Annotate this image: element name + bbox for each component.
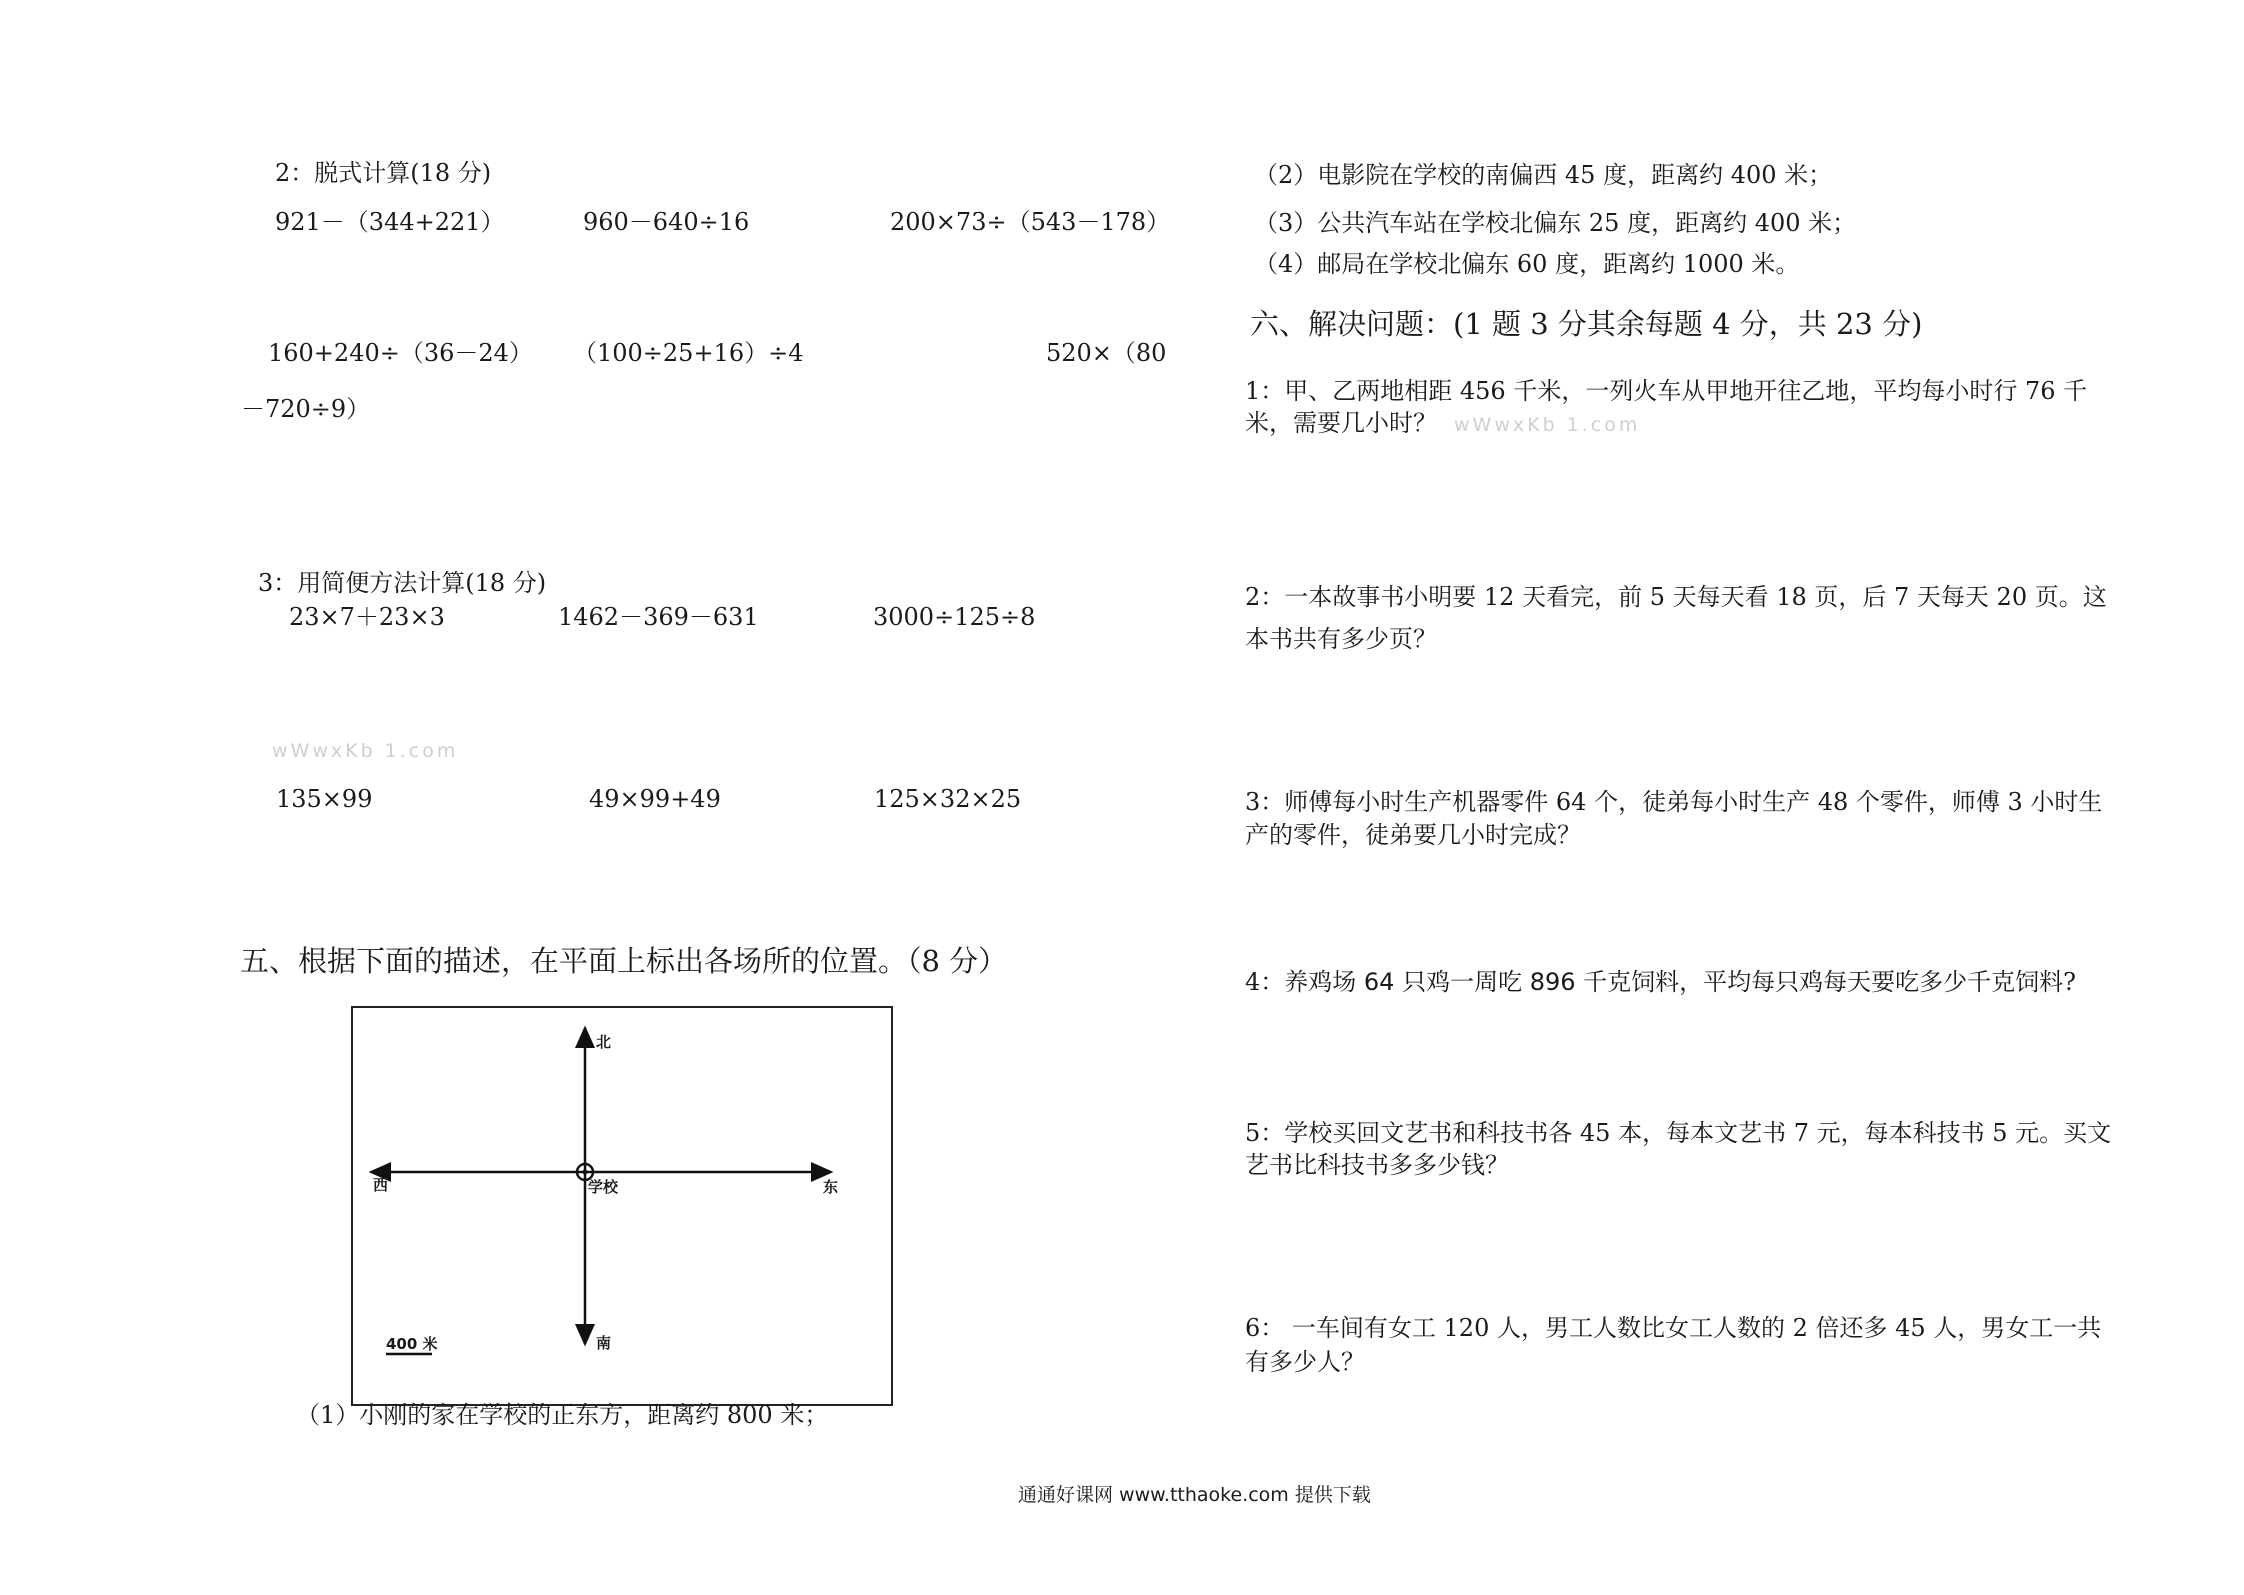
problem-6-line-2: 有多少人？ — [1245, 1348, 1365, 1376]
problem-3-line-2: 产的零件，徒弟要几小时完成？ — [1245, 821, 1581, 849]
map-north-label: 北 — [596, 1033, 612, 1051]
q2-item-2: 960－640÷16 — [583, 208, 750, 236]
location-desc-2: （2）电影院在学校的南偏西 45 度，距离约 400 米； — [1254, 161, 1833, 189]
problem-1-line-2: 米，需要几小时？ — [1245, 409, 1437, 437]
q2-item-4: 160+240÷（36－24） — [268, 339, 533, 367]
problem-4-post: 千克饲料，平均每只鸡每天要吃多少千克饲料? — [1575, 968, 2077, 996]
compass-map — [351, 1006, 893, 1406]
page-footer: 通通好课网 www.tthaoke.com 提供下载 — [1018, 1484, 1371, 1506]
problem-4-num-chickens: 64 — [1363, 968, 1395, 996]
problem-4-pre: 4：养鸡场 — [1245, 968, 1364, 996]
map-east-label: 东 — [823, 1178, 839, 1196]
location-desc-3: （3）公共汽车站在学校北偏东 25 度，距离约 400 米； — [1254, 209, 1857, 237]
problem-6-line-1: 6： 一车间有女工 120 人，男工人数比女工人数的 2 倍还多 45 人，男女工一共 — [1245, 1314, 2102, 1342]
q2-item-3: 200×73÷（543－178） — [890, 208, 1171, 236]
q3-item-2: 1462－369－631 — [558, 603, 759, 631]
q2-title: 2：脱式计算(18 分) — [275, 159, 492, 187]
problem-4 — [1245, 970, 2076, 994]
map-west-label: 西 — [373, 1176, 389, 1194]
q3-item-5: 49×99+49 — [589, 785, 721, 813]
location-desc-4: （4）邮局在学校北偏东 60 度，距离约 1000 米。 — [1254, 250, 1800, 278]
map-school-label: 学校 — [588, 1178, 619, 1196]
map-south-label: 南 — [596, 1334, 612, 1352]
watermark: wWwxKb 1.com — [272, 740, 459, 762]
q2-item-5: （100÷25+16）÷4 — [573, 339, 804, 367]
location-desc-1: （1）小刚的家在学校的正东方，距离约 800 米； — [296, 1401, 829, 1429]
q3-item-3: 3000÷125÷8 — [873, 603, 1036, 631]
q2-item-1: 921－（344+221） — [275, 208, 505, 236]
problem-2-line-2: 本书共有多少页？ — [1245, 625, 1437, 653]
section6-title: 六、解决问题：(1 题 3 分其余每题 4 分，共 23 分) — [1250, 307, 1923, 341]
q3-item-6: 125×32×25 — [874, 785, 1022, 813]
q2-item-6: 520×（80 — [1046, 339, 1167, 367]
problem-4-mid: 只鸡一周吃 — [1394, 968, 1530, 996]
problem-2-line-1: 2：一本故事书小明要 12 天看完，前 5 天每天看 18 页，后 7 天每天 20 页。这 — [1245, 583, 2107, 611]
section5-title: 五、根据下面的描述，在平面上标出各场所的位置。（8 分） — [240, 944, 1008, 978]
map-scale-label: 400 米 — [386, 1335, 438, 1353]
q3-item-1: 23×7＋23×3 — [289, 603, 445, 631]
q3-item-4: 135×99 — [276, 785, 373, 813]
problem-3-line-1: 3：师傅每小时生产机器零件 64 个，徒弟每小时生产 48 个零件，师傅 3 小时生 — [1245, 788, 2103, 816]
q3-title: 3：用简便方法计算(18 分) — [258, 569, 547, 597]
problem-4-num-feed: 896 — [1529, 968, 1576, 996]
problem-5-line-1: 5：学校买回文艺书和科技书各 45 本，每本文艺书 7 元，每本科技书 5 元。买文 — [1245, 1119, 2112, 1147]
watermark-2: wWwxKb 1.com — [1454, 414, 1641, 436]
q2-item-6-cont: －720÷9） — [241, 395, 371, 423]
problem-1-line-1: 1：甲、乙两地相距 456 千米，一列火车从甲地开往乙地，平均每小时行 76 千 — [1245, 377, 2088, 405]
problem-5-line-2: 艺书比科技书多多少钱？ — [1245, 1151, 1509, 1179]
